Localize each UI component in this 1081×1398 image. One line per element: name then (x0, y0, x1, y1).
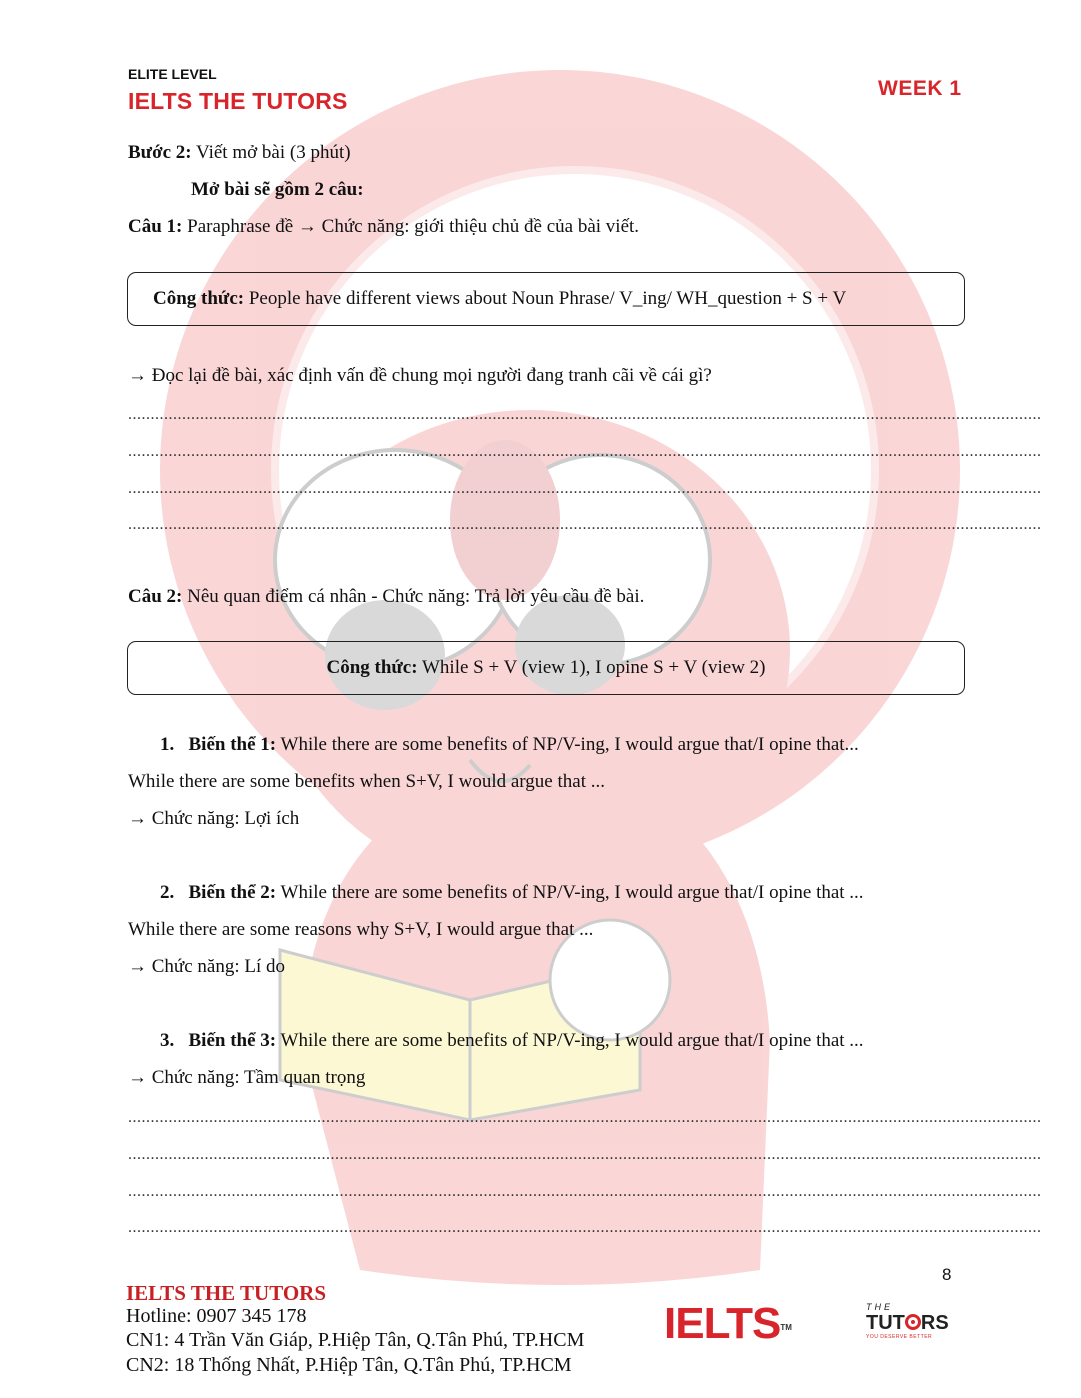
sentence1-label: Câu 1: (128, 216, 183, 237)
step-line (128, 141, 351, 165)
variant2-extra: While there are some reasons why S+V, I would argue that ... (128, 919, 594, 940)
variant2-function: → Chức năng: Lí do (128, 956, 286, 977)
formula1-text: People have different views about Noun Phrase/ V_ing/ WH_question + S + V (244, 288, 847, 309)
variant1-line: 1. Biến thể 1: While there are some benefits of NP/V-ing, I would argue that/I opine that... (160, 734, 859, 755)
variant1-function: → Chức năng: Lợi ích (128, 808, 300, 829)
variant3-function: → Chức năng: Tầm quan trọng (128, 1067, 366, 1088)
footer-hotline: Hotline: 0907 345 178 (126, 1305, 307, 1327)
level-label: ELITE LEVEL (128, 66, 217, 82)
variant3-line: 3. Biến thể 3: While there are some benefits of NP/V-ing, I would argue that/I opine that ... (160, 1030, 864, 1051)
step-label: Bước 2: (128, 142, 192, 163)
footer-brand: IELTS THE TUTORS (126, 1281, 327, 1305)
answer-dotted-line[interactable]: ........................................................................................................................................................................................................... (128, 443, 1042, 460)
page-number: 8 (942, 1265, 952, 1284)
variant2-label: Biến thể 2: (188, 882, 277, 903)
brand-title: IELTS THE TUTORS (128, 88, 348, 114)
week-label: WEEK 1 (878, 77, 962, 100)
variant2-line: 2. Biến thể 2: While there are some benefits of NP/V-ing, I would argue that/I opine that ... (160, 882, 864, 903)
footer-address-2: CN2: 18 Thống Nhất, P.Hiệp Tân, Q.Tân Phú, TP.HCM (126, 1354, 572, 1376)
sentence2-line (128, 585, 644, 609)
answer-dotted-line[interactable]: ........................................................................................................................................................................................................... (128, 516, 1042, 533)
answer-dotted-line[interactable]: ........................................................................................................................................................................................................... (128, 1219, 1042, 1236)
variant1-label: Biến thể 1: (188, 734, 277, 755)
sentence1-line (128, 215, 639, 239)
sentence2-label: Câu 2: (128, 586, 183, 607)
step-text: Viết mở bài (3 phút) (191, 142, 351, 163)
prompt1-line: → Đọc lại đề bài, xác định vấn đề chung mọi người đang tranh cãi về cái gì? (128, 365, 712, 386)
ielts-logo: IELTS™ (664, 1299, 792, 1348)
variant1-extra: While there are some benefits when S+V, I would argue that ... (128, 771, 605, 792)
sentence2-text: Nêu quan điểm cá nhân - Chức năng: Trả lời yêu cầu đề bài. (182, 586, 645, 607)
formula1-box (127, 272, 965, 326)
the-tutors-logo: THE TUT RS YOU DESERVE BETTER (866, 1302, 949, 1340)
answer-dotted-line[interactable]: ........................................................................................................................................................................................................... (128, 406, 1042, 423)
answer-dotted-line[interactable]: ........................................................................................................................................................................................................... (128, 1183, 1042, 1200)
footer-address-1: CN1: 4 Trần Văn Giáp, P.Hiệp Tân, Q.Tân Phú, TP.HCM (126, 1329, 585, 1351)
target-icon (905, 1314, 921, 1330)
answer-dotted-line[interactable]: ........................................................................................................................................................................................................... (128, 1146, 1042, 1163)
intro-heading: Mở bài sẽ gồm 2 câu: (191, 179, 364, 200)
formula2-label: Công thức: (326, 657, 418, 678)
sentence1-text: Paraphrase đề → Chức năng: giới thiệu chủ đề của bài viết. (182, 216, 640, 237)
variant3-label: Biến thể 3: (188, 1030, 277, 1051)
answer-dotted-line[interactable]: ........................................................................................................................................................................................................... (128, 480, 1042, 497)
answer-dotted-line[interactable]: ........................................................................................................................................................................................................... (128, 1109, 1042, 1126)
formula1-label: Công thức: (153, 288, 245, 309)
formula2-text: While S + V (view 1), I opine S + V (view 2) (417, 657, 766, 678)
formula2-box (127, 641, 965, 695)
